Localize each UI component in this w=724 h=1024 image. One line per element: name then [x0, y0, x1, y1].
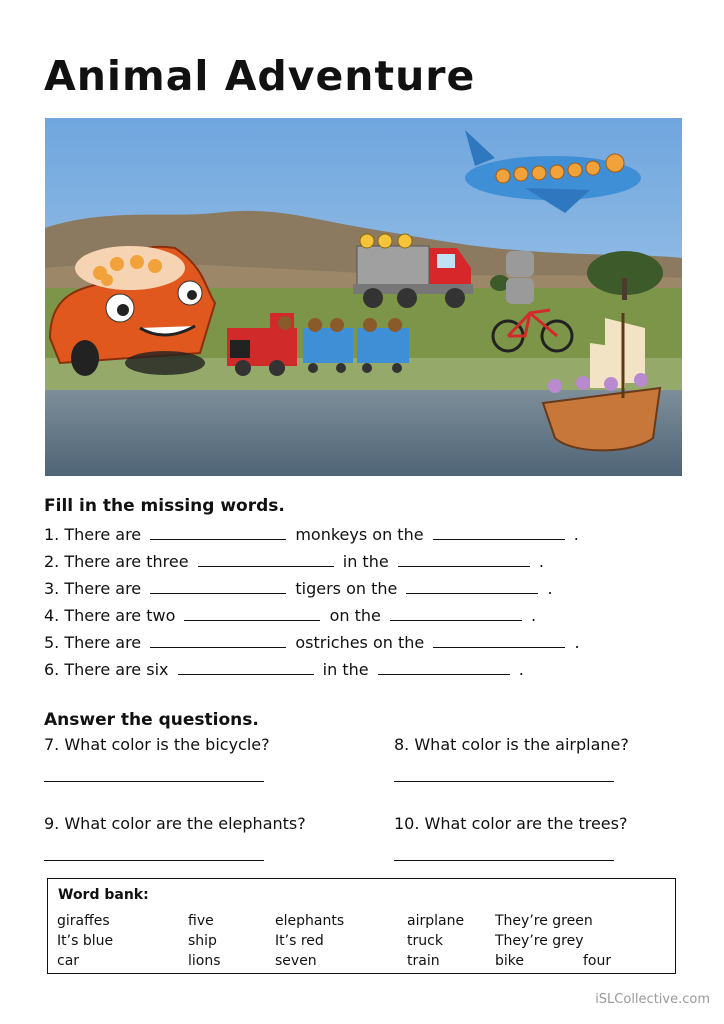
answer-blank[interactable]: [406, 579, 538, 594]
scene-svg: [45, 118, 682, 476]
line-text: on the: [329, 606, 381, 625]
answer-blank[interactable]: [178, 660, 314, 675]
word-bank-item: truck: [407, 933, 443, 949]
scene-illustration: [45, 118, 682, 476]
answer-blank[interactable]: [184, 606, 320, 621]
question-9: 9. What color are the elephants?: [44, 814, 306, 833]
footer-watermark: iSLCollective.com: [595, 992, 710, 1007]
word-bank-item: giraffes: [57, 913, 110, 929]
word-bank-item: They’re green: [495, 913, 593, 929]
line-text: There are: [64, 525, 142, 544]
answer-line-10[interactable]: [394, 860, 614, 861]
line-number: 4.: [44, 606, 60, 625]
line-end: .: [547, 579, 553, 598]
section-heading-fill: Fill in the missing words.: [44, 496, 285, 516]
answer-blank[interactable]: [150, 633, 286, 648]
answer-line-7[interactable]: [44, 781, 264, 782]
line-end: .: [573, 525, 579, 544]
word-bank-item: car: [57, 953, 80, 969]
answer-blank[interactable]: [150, 525, 286, 540]
question-7: 7. What color is the bicycle?: [44, 735, 270, 754]
fill-line-4: [44, 606, 536, 625]
line-text: There are two: [64, 606, 176, 625]
line-number: 6.: [44, 660, 60, 679]
answer-blank[interactable]: [198, 552, 334, 567]
word-bank-item: train: [407, 953, 440, 969]
word-bank-item: lions: [188, 953, 221, 969]
answer-blank[interactable]: [398, 552, 530, 567]
line-number: 5.: [44, 633, 60, 652]
line-text: in the: [342, 552, 389, 571]
line-text: ostriches on the: [295, 633, 425, 652]
word-bank: [47, 878, 676, 974]
line-text: There are: [64, 579, 142, 598]
answer-blank[interactable]: [378, 660, 510, 675]
answer-line-8[interactable]: [394, 781, 614, 782]
fill-line-6: [44, 660, 524, 679]
line-text: There are six: [64, 660, 169, 679]
fill-line-3: [44, 579, 553, 598]
line-text: monkeys on the: [295, 525, 424, 544]
answer-blank[interactable]: [433, 633, 565, 648]
line-end: .: [531, 606, 537, 625]
word-bank-item: ship: [188, 933, 217, 949]
worksheet-title: Animal Adventure: [44, 52, 476, 100]
line-text: There are three: [64, 552, 189, 571]
fill-line-5: [44, 633, 580, 652]
word-bank-item: seven: [275, 953, 317, 969]
line-text: tigers on the: [295, 579, 398, 598]
word-bank-item: five: [188, 913, 214, 929]
answer-line-9[interactable]: [44, 860, 264, 861]
word-bank-item: four: [583, 953, 612, 969]
answer-blank[interactable]: [390, 606, 522, 621]
line-end: .: [574, 633, 580, 652]
fill-line-2: [44, 552, 544, 571]
section-heading-questions: Answer the questions.: [44, 710, 259, 730]
line-number: 2.: [44, 552, 60, 571]
word-bank-title: Word bank:: [58, 887, 149, 903]
line-end: .: [518, 660, 524, 679]
answer-blank[interactable]: [433, 525, 565, 540]
line-text: in the: [322, 660, 369, 679]
word-bank-item: It’s red: [275, 933, 324, 949]
line-text: There are: [64, 633, 142, 652]
question-10: 10. What color are the trees?: [394, 814, 628, 833]
answer-blank[interactable]: [150, 579, 286, 594]
question-8: 8. What color is the airplane?: [394, 735, 629, 754]
line-end: .: [538, 552, 544, 571]
word-bank-item: bike: [495, 953, 524, 969]
fill-line-1: [44, 525, 579, 544]
word-bank-item: elephants: [275, 913, 345, 929]
word-bank-item: airplane: [407, 913, 465, 929]
line-number: 1.: [44, 525, 60, 544]
word-bank-item: It’s blue: [57, 933, 114, 949]
line-number: 3.: [44, 579, 60, 598]
word-bank-item: They’re grey: [495, 933, 584, 949]
